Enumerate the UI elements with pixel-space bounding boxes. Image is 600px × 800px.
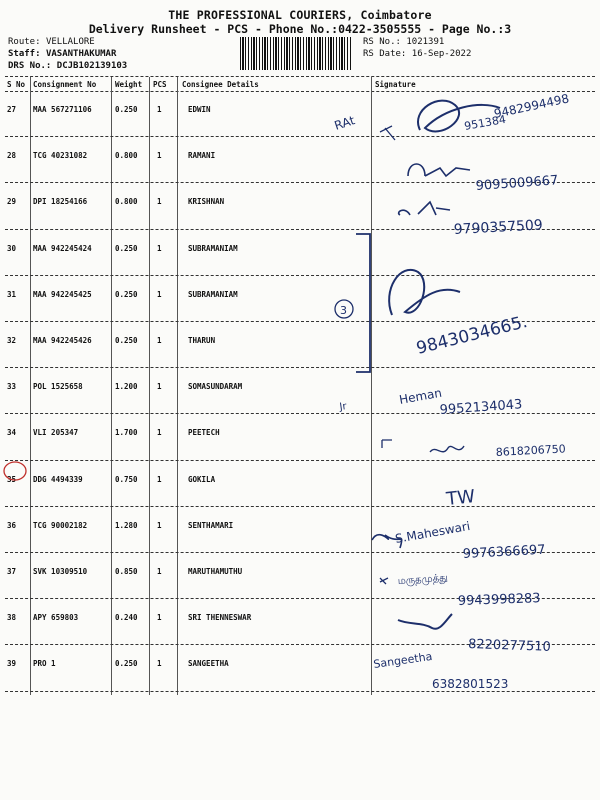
cell-consignee: SRI THENNESWAR <box>188 613 252 623</box>
row-separator <box>5 691 595 692</box>
cell-consignment-no: MAA 942245424 <box>33 243 92 253</box>
cell-pcs: 1 <box>157 520 162 530</box>
grouping-bracket <box>356 234 370 372</box>
column-divider <box>371 77 372 695</box>
cell-sno: 29 <box>7 197 17 207</box>
cell-consignment-no: APY 659803 <box>33 613 79 623</box>
cell-sno: 38 <box>7 613 17 623</box>
col-signature-header: Signature <box>375 80 416 89</box>
cell-pcs: 1 <box>157 659 162 669</box>
handwritten-note: Heman <box>398 385 443 407</box>
route-label: Route: <box>8 37 41 47</box>
cell-consignee: SOMASUNDARAM <box>188 382 243 392</box>
cell-consignee: SUBRAMANIAM <box>188 289 238 299</box>
cell-weight: 1.280 <box>115 520 138 530</box>
rs-date-value: 16-Sep-2022 <box>411 49 472 59</box>
cell-consignee: THARUN <box>188 336 216 345</box>
row-separator <box>5 552 595 553</box>
rs-date-label: RS Date: <box>363 49 407 59</box>
row-separator <box>5 136 595 137</box>
drs-value: DCJB102139103 <box>56 61 128 71</box>
handwritten-name: மருதமுத்து <box>397 572 449 587</box>
cell-pcs: 1 <box>157 474 162 484</box>
column-divider <box>149 77 150 695</box>
cell-consignee: PEETECH <box>188 428 220 438</box>
handwritten-phone: 8618206750 <box>495 442 567 459</box>
handwritten-count: 3 <box>340 304 347 317</box>
cell-weight: 0.250 <box>115 289 138 299</box>
cell-sno: 35 <box>7 474 17 484</box>
cell-sno: 36 <box>7 520 17 530</box>
col-pcs-header: PCS <box>153 80 167 89</box>
row-separator <box>5 182 595 183</box>
row-separator <box>5 506 595 507</box>
signature-scribble <box>398 614 452 629</box>
col-consignee-header: Consignee Details <box>182 80 259 89</box>
cell-weight: 0.250 <box>115 659 138 669</box>
cell-pcs: 1 <box>157 613 162 623</box>
signature-scribble <box>408 164 470 176</box>
cell-sno: 31 <box>7 289 17 299</box>
row-separator <box>5 275 595 276</box>
cell-consignment-no: TCG 90002182 <box>33 520 88 530</box>
cell-pcs: 1 <box>157 105 162 114</box>
handwritten-phone: 6382801523 <box>432 677 509 691</box>
drs-label: DRS No.: <box>8 61 52 71</box>
cell-weight: 1.700 <box>115 428 138 438</box>
cell-sno: 33 <box>7 382 17 392</box>
signature-scribble <box>372 535 402 548</box>
staff-line <box>8 49 116 59</box>
cell-consignee: MARUTHAMUTHU <box>188 567 243 576</box>
signature-scribble <box>399 202 450 215</box>
cell-consignment-no: POL 1525658 <box>33 382 83 392</box>
rs-no-value: 1021391 <box>406 37 445 47</box>
col-consignment-header: Consignment No <box>33 80 97 89</box>
cell-consignment-no: MAA 942245425 <box>33 289 92 299</box>
rs-no-line <box>363 37 444 47</box>
cell-pcs: 1 <box>157 567 162 576</box>
handwritten-phone: 9952134043 <box>439 397 523 418</box>
staff-value: VASANTHAKUMAR <box>45 49 117 59</box>
cell-consignment-no: SVK 10309510 <box>33 567 88 576</box>
cell-weight: 0.850 <box>115 567 138 576</box>
handwritten-note: 951384 <box>463 112 507 133</box>
signature-scribble <box>380 578 388 584</box>
cell-sno: 30 <box>7 243 17 253</box>
cell-weight: 0.750 <box>115 474 138 484</box>
column-divider <box>30 77 31 695</box>
cell-weight: 1.200 <box>115 382 138 392</box>
row-separator <box>5 229 595 230</box>
cell-consignee: SENTHAMARI <box>188 520 234 530</box>
cell-sno: 34 <box>7 428 17 438</box>
cell-consignee: RAMANI <box>188 151 216 161</box>
row-separator <box>5 413 595 414</box>
cell-sno: 32 <box>7 336 17 345</box>
column-divider <box>177 77 178 695</box>
cell-consignee: SUBRAMANIAM <box>188 243 238 253</box>
handwritten-note: Jr <box>338 401 348 413</box>
company-title: THE PROFESSIONAL COURIERS, Coimbatore <box>168 8 432 22</box>
cell-sno: 28 <box>7 151 17 161</box>
handwritten-phone: 8220277510 <box>467 637 552 655</box>
handwritten-note: RAt <box>332 113 357 133</box>
col-weight-header: Weight <box>115 80 143 89</box>
signature-scribble <box>418 101 500 132</box>
row-separator <box>5 460 595 461</box>
signature-scribble <box>382 440 392 448</box>
cell-weight: 0.250 <box>115 243 138 253</box>
header-bottom-rule <box>5 91 595 92</box>
cell-consignee: SANGEETHA <box>188 659 229 669</box>
cell-weight: 0.800 <box>115 197 138 207</box>
handwritten-initials: TW <box>445 486 477 510</box>
cell-pcs: 1 <box>157 151 162 161</box>
handwritten-phone: 9943998283 <box>457 591 541 609</box>
row-separator <box>5 598 595 599</box>
cell-consignee: EDWIN <box>188 105 211 114</box>
rs-date-line <box>363 49 471 59</box>
barcode <box>240 37 352 70</box>
cell-consignee: KRISHNAN <box>188 197 225 207</box>
route-line <box>8 37 95 47</box>
column-divider <box>111 77 112 695</box>
cell-weight: 0.800 <box>115 151 138 161</box>
circled-count-mark <box>335 300 353 318</box>
staff-label: Staff: <box>8 49 41 59</box>
signature-scribble <box>430 446 464 452</box>
cell-consignment-no: DPI 18254166 <box>33 197 88 207</box>
handwritten-name: S.Maheswari <box>394 518 472 546</box>
route-value: VELLALORE <box>45 37 95 47</box>
row-separator <box>5 644 595 645</box>
rs-no-label: RS No.: <box>363 37 401 47</box>
signature-scribble <box>380 126 395 140</box>
cell-consignment-no: DDG 4494339 <box>33 474 83 484</box>
cell-pcs: 1 <box>157 197 162 207</box>
cell-sno: 39 <box>7 659 17 669</box>
cell-pcs: 1 <box>157 289 162 299</box>
row-separator <box>5 321 595 322</box>
cell-consignment-no: VLI 205347 <box>33 428 79 438</box>
cell-consignment-no: TCG 40231082 <box>33 151 88 161</box>
handwritten-name: Sangeetha <box>372 649 434 671</box>
handwritten-phone: 9976366697 <box>462 542 546 562</box>
handwritten-phone: 9482994498 <box>492 91 571 121</box>
handwritten-phone: 9790357509 <box>453 217 544 238</box>
cell-consignee: GOKILA <box>188 474 216 484</box>
cell-pcs: 1 <box>157 382 162 392</box>
cell-weight: 0.250 <box>115 105 138 114</box>
cell-weight: 0.250 <box>115 336 138 345</box>
col-sno-header: S No <box>7 80 26 89</box>
handwritten-phone: 9095009667 <box>475 173 559 194</box>
drs-line <box>8 61 127 71</box>
cell-consignment-no: PRO 1 <box>33 659 56 669</box>
cell-pcs: 1 <box>157 243 162 253</box>
cell-pcs: 1 <box>157 428 162 438</box>
cell-weight: 0.240 <box>115 613 138 623</box>
cell-sno: 37 <box>7 567 17 576</box>
handwritten-phone: 9843034665. <box>414 311 530 359</box>
cell-pcs: 1 <box>157 336 162 345</box>
row-separator <box>5 367 595 368</box>
signature-scribble <box>389 270 460 315</box>
cell-consignment-no: MAA 942245426 <box>33 336 92 345</box>
cell-sno: 27 <box>7 105 17 114</box>
header-top-rule <box>5 76 595 77</box>
runsheet-subtitle: Delivery Runsheet - PCS - Phone No.:0422-3505555 - Page No.:3 <box>88 22 512 36</box>
cell-consignment-no: MAA 567271106 <box>33 105 92 114</box>
